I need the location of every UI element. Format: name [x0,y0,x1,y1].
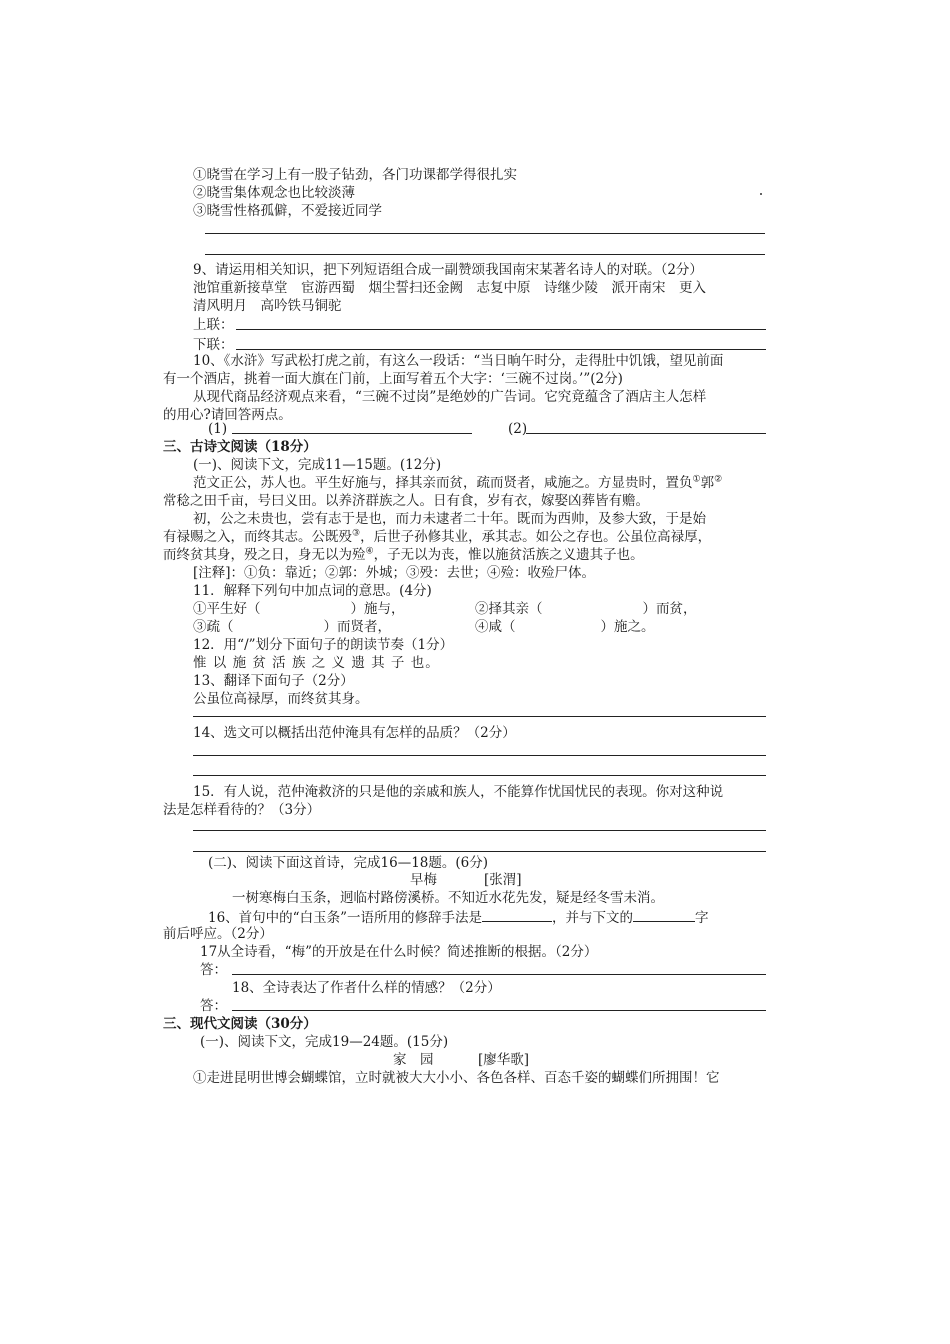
question-14: 14、选文可以概括出范仲淹具有怎样的品质？（2分） [193,725,516,741]
answer-line [193,851,766,852]
question-9: 9、请运用相关知识，把下列短语组合成一副赞颂我国南宋某著名诗人的对联。（2分） [193,262,703,278]
passage-line: 有禄赐之入，而终其志。公既殁③，后世子孙修其业，承其志。如公之存也。公虽位高禄厚， [163,528,712,545]
q11-item-4: ④咸（ ）施之。 [475,619,655,635]
answer-line [232,1010,766,1011]
answer-line [205,233,765,234]
answer-line [193,775,766,776]
q10-answer-2-line [526,433,766,434]
answer-line [193,830,766,831]
question-10: 有一个酒店，挑着一面大旗在门前，上面写着五个大字：‘三碗不过岗。’”(2分) [163,371,623,387]
question-15: 15．有人说，范仲淹救济的只是他的亲戚和族人，不能算作忧国忧民的表现。你对这种说 [193,784,724,800]
question-17: 17从全诗看，“梅”的开放是在什么时候？简述推断的根据。（2分） [200,944,598,960]
q13-sentence: 公虽位高禄厚，而终贫其身。 [193,691,369,707]
section-title: 三、古诗文阅读（18分） [163,439,317,455]
question-16: 16、首句中的“白玉条”一语所用的修辞手法是 ，并与下文的 字 [208,907,708,927]
essay-author: [廖华歌] [478,1052,530,1068]
answer-label: 答： [200,962,227,978]
essay-title: 家 园 [393,1052,434,1068]
question-10: 的用心?请回答两点。 [163,407,292,423]
question-18: 18、全诗表达了作者什么样的情感？（2分） [232,980,501,996]
option-3: ③晓雪性格孤僻，不爱接近同学 [193,203,382,219]
question-12: 12．用“/”划分下面句子的朗读节奏（1分） [193,637,454,653]
section-title: 三、现代文阅读（30分） [163,1016,317,1032]
q10-answer-2-label: (2) [508,421,528,437]
poem-text: 一树寒梅白玉条，迥临村路傍溪桥。不知近水花先发，疑是经冬雪未消。 [232,890,664,906]
q9-phrases: 池馆重新接草堂 宦游西蜀 烟尘誓扫还金阙 志复中原 诗继少陵 派开南宋 更入 [193,280,706,296]
answer-label: 答： [200,998,227,1014]
question-15: 法是怎样看待的？（3分） [163,802,321,818]
passage-line: 而终贫其身，殁之日，身无以为殓④，子无以为丧，惟以施贫活族之义遗其子也。 [163,546,644,563]
upper-couplet-label: 上联： [193,317,234,333]
passage-line: 初，公之未贵也，尝有志于是也，而力未逮者二十年。既而为西帅，及参大致，于是始 [193,511,706,527]
answer-line [232,974,766,975]
annotation-notes: [注释]：①负：靠近；②郭：外城；③殁：去世；④殓：收殓尸体。 [193,565,596,581]
option-1: ①晓雪在学习上有一股子钻劲，各门功课都学得很扎实 [193,167,517,183]
scan-speck [760,193,762,195]
answer-line [193,716,766,717]
poem-title: 早梅 [410,872,437,888]
passage-line: 范文正公，苏人也。平生好施与，择其亲而贫，疏而贤者，咸施之。方显贵时，置负①郭② [193,474,723,491]
part-heading: (二)、阅读下面这首诗，完成16—18题。(6分) [208,855,489,871]
q10-answer-1-line [232,433,472,434]
answer-line [205,254,765,255]
upper-couplet-line [236,329,766,330]
question-10: 从现代商品经济观点来看，“三碗不过岗”是绝妙的广告词。它究竟蕴含了酒店主人怎样 [193,389,707,405]
q11-item-3: ③疏（ ）而贤者， [193,619,391,635]
lower-couplet-label: 下联： [193,337,234,353]
question-13: 13、翻译下面句子（2分） [193,673,354,689]
q11-item-2: ②择其亲（ ）而贫， [475,601,697,617]
q9-phrases: 清风明月 高吟铁马铜驼 [193,298,342,314]
q12-sentence: 惟 以 施 贫 活 族 之 义 遗 其 子 也。 [193,655,440,671]
answer-line [193,755,766,756]
part-heading: (一)、阅读下文，完成19—24题。(15分) [200,1034,449,1050]
question-10: 10、《水浒》写武松打虎之前，有这么一段话：“当日晌午时分，走得肚中饥饿，望见前面 [193,353,724,369]
q10-answer-1-label: (1) [208,421,228,437]
poem-author: [张渭] [484,872,522,888]
option-2: ②晓雪集体观念也比较淡薄 [193,185,355,201]
q11-item-1: ①平生好（ ）施与， [193,601,405,617]
passage-line: 常稔之田千亩，号曰义田。以养济群族之人。日有食，岁有衣，嫁娶凶葬皆有赡。 [163,493,649,509]
question-16: 前后呼应。（2分） [163,926,273,942]
part-heading: (一)、阅读下文，完成11—15题。(12分) [193,457,442,473]
question-11: 11．解释下列句中加点词的意思。(4分) [193,583,432,599]
lower-couplet-line [236,349,766,350]
essay-paragraph: ①走进昆明世博会蝴蝶馆，立时就被大大小小、各色各样、百态千姿的蝴蝶们所拥围！它 [193,1070,720,1086]
